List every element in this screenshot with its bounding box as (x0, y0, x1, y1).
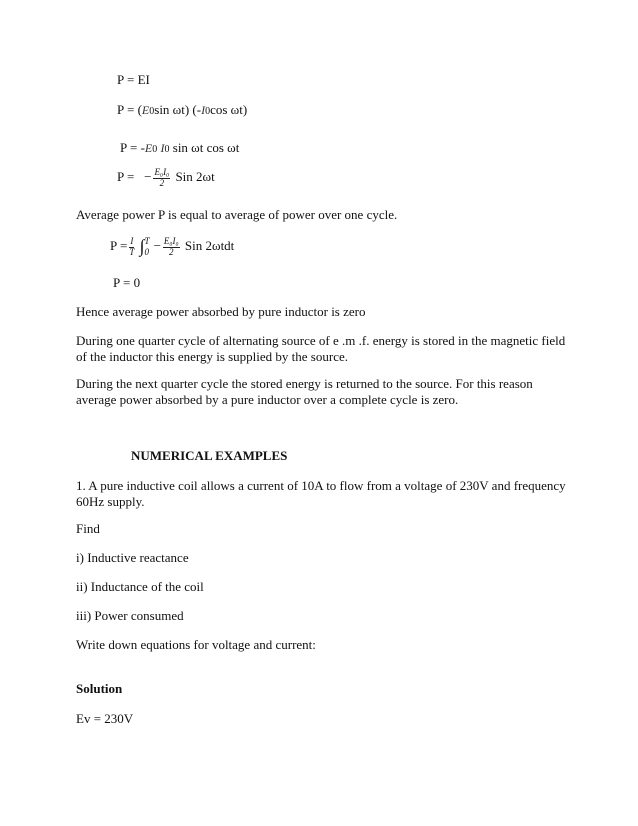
eq-text: P = (117, 168, 135, 184)
eq-text: sin ωt) (- (154, 102, 202, 117)
given-voltage: Ev = 230V (76, 711, 134, 726)
instruction-line: Write down equations for voltage and current: (76, 637, 316, 652)
heading-text: NUMERICAL EXAMPLES (131, 448, 288, 463)
eq-text: P = - (120, 140, 145, 155)
equation-p-ei: P = EI (117, 72, 150, 87)
integral-sign: ∫ (139, 236, 145, 256)
symbol-e0: E (144, 141, 153, 155)
subscript: 0 (149, 106, 155, 117)
solution-text: Solution (76, 681, 123, 696)
paragraph-next-quarter: During the next quarter cycle the stored energy is returned to the source. For this reason average power absorbed by a pure inductor over a complete cycle is zero. (76, 376, 533, 408)
fraction-numerator: I (130, 235, 134, 246)
find-label: Find (76, 521, 100, 536)
symbol-i0: I (201, 103, 206, 117)
subscript: 0 (164, 144, 170, 155)
equation-p-negative (120, 140, 239, 156)
fraction-denominator: 2 (169, 246, 174, 257)
eq-text: Sin 2ωtdt (184, 237, 235, 253)
symbol-i0: I (160, 141, 165, 155)
eq-text: cos ωt) (210, 102, 248, 117)
eq-text: Sin 2ωt (175, 168, 215, 184)
equation-average-integral (110, 236, 234, 258)
fraction (129, 237, 134, 257)
eq-text: sin ωt cos ωt (172, 140, 240, 155)
list-item: iii) Power consumed (76, 608, 184, 623)
fraction (153, 168, 170, 188)
average-power-line: Average power P is equal to average of power over one cycle. (76, 207, 398, 222)
fraction (163, 237, 180, 257)
eq-text: P = ( (117, 102, 142, 117)
solution-heading (76, 681, 122, 697)
fraction-numerator: E₀I₀ (154, 167, 170, 177)
fraction-denominator: T (129, 246, 135, 257)
lower-limit: 0 (144, 246, 150, 257)
paragraph-first-quarter: During one quarter cycle of alternating source of e .m .f. energy is stored in the magnetic field of the inductor this energy is supplied by the source. (76, 333, 566, 365)
symbol-e0: E (141, 103, 150, 117)
minus-sign: − (153, 237, 161, 253)
list-item: i) Inductive reactance (76, 550, 189, 565)
equation-p-product (117, 102, 247, 118)
question-1: 1. A pure inductive coil allows a current of 10A to flow from a voltage of 230V and frequency 60Hz supply. (76, 478, 566, 510)
conclusion-line: Hence average power absorbed by pure inductor is zero (76, 304, 366, 319)
list-item: ii) Inductance of the coil (76, 579, 204, 594)
eq-text: P = (110, 237, 128, 253)
minus-sign: − (144, 168, 152, 184)
subscript: 0 (205, 106, 211, 117)
upper-limit: T (144, 236, 150, 247)
equation-p-sin2wt (117, 168, 215, 188)
integral-limits (145, 236, 150, 257)
subscript: 0 (152, 144, 158, 155)
equation-p-zero: P = 0 (113, 275, 141, 290)
section-heading (131, 448, 287, 464)
fraction-numerator: E₀I₀ (163, 235, 179, 246)
fraction-denominator: 2 (159, 178, 165, 188)
